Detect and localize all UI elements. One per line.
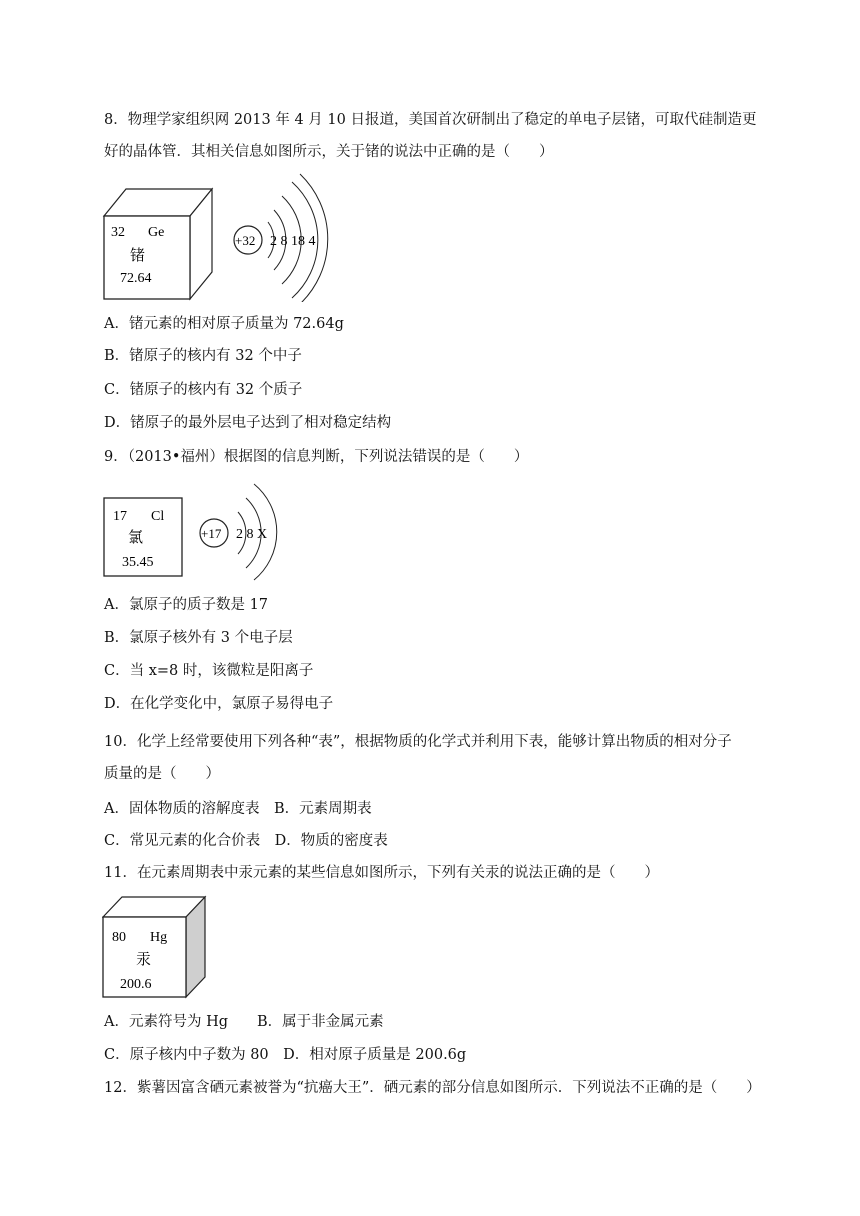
element-number: 32 [111,225,125,240]
electron-shell-numbers: 2 8 18 4 [270,234,316,249]
q9-option-d: D．在化学变化中，氯原子易得电子 [104,696,334,712]
q11-options-line1: A．元素符号为 Hg B．属于非金属元素 [104,1014,384,1030]
q9-option-c: C．当 x=8 时，该微粒是阳离子 [104,663,314,679]
element-symbol: Ge [148,225,165,240]
element-symbol: Hg [150,930,168,945]
q9-option-b: B．氯原子核外有 3 个电子层 [104,630,293,646]
q10-stem-line1: 10．化学上经常要使用下列各种“表”，根据物质的化学式并利用下表，能够计算出物质的相对分子 [104,734,732,750]
q10-stem-line2: 质量的是（ ） [104,766,220,782]
q11-stem: 11．在元素周期表中汞元素的某些信息如图所示，下列有关汞的说法正确的是（ ） [104,865,659,881]
element-name: 汞 [136,952,152,968]
nucleus-charge: +17 [201,526,222,541]
element-number: 17 [113,509,127,524]
element-symbol: Cl [151,509,165,524]
germanium-atom-diagram [234,174,328,302]
q8-stem-line1: 8．物理学家组织网 2013 年 4 月 10 日报道，美国首次研制出了稳定的单电子层锗，可取代硅制造更 [104,112,757,128]
q8-option-d: D．锗原子的最外层电子达到了相对稳定结构 [104,415,392,431]
q8-germanium-figure [102,172,342,306]
q9-stem: 9．（2013•福州）根据图的信息判断，下列说法错误的是（ ） [104,449,529,465]
q8-option-b: B．锗原子的核内有 32 个中子 [104,348,302,364]
element-mass: 72.64 [120,271,152,286]
element-number: 80 [112,930,126,945]
q11-figure-svg [102,893,212,1003]
chlorine-element-box [104,498,182,576]
q10-options-line2: C．常见元素的化合价表 D．物质的密度表 [104,833,388,849]
nucleus-charge: +32 [235,233,256,248]
element-mass: 35.45 [122,555,154,570]
element-name: 氯 [128,530,144,546]
element-name: 锗 [130,248,146,264]
q9-chlorine-figure [102,478,302,586]
element-mass: 200.6 [120,977,152,992]
q8-figure-svg [102,172,342,302]
electron-shell-numbers: 2 8 X [236,527,268,542]
q9-figure-svg [102,478,302,582]
q9-option-a: A．氯原子的质子数是 17 [104,597,269,613]
q8-stem-line2: 好的晶体管．其相关信息如图所示，关于锗的说法中正确的是（ ） [104,144,554,160]
mercury-element-cube [103,897,205,997]
q8-option-c: C．锗原子的核内有 32 个质子 [104,382,303,398]
q11-mercury-figure [102,893,212,1007]
q11-options-line2: C．原子核内中子数为 80 D．相对原子质量是 200.6g [104,1047,467,1063]
q12-stem: 12．紫薯因富含硒元素被誉为“抗癌大王”．硒元素的部分信息如图所示．下列说法不正确的是（ ） [104,1080,761,1096]
q10-options-line1: A．固体物质的溶解度表 B．元素周期表 [104,801,372,817]
q8-option-a: A．锗元素的相对原子质量为 72.64g [104,316,344,332]
chlorine-atom-diagram [200,484,277,580]
germanium-element-cube [104,189,212,299]
